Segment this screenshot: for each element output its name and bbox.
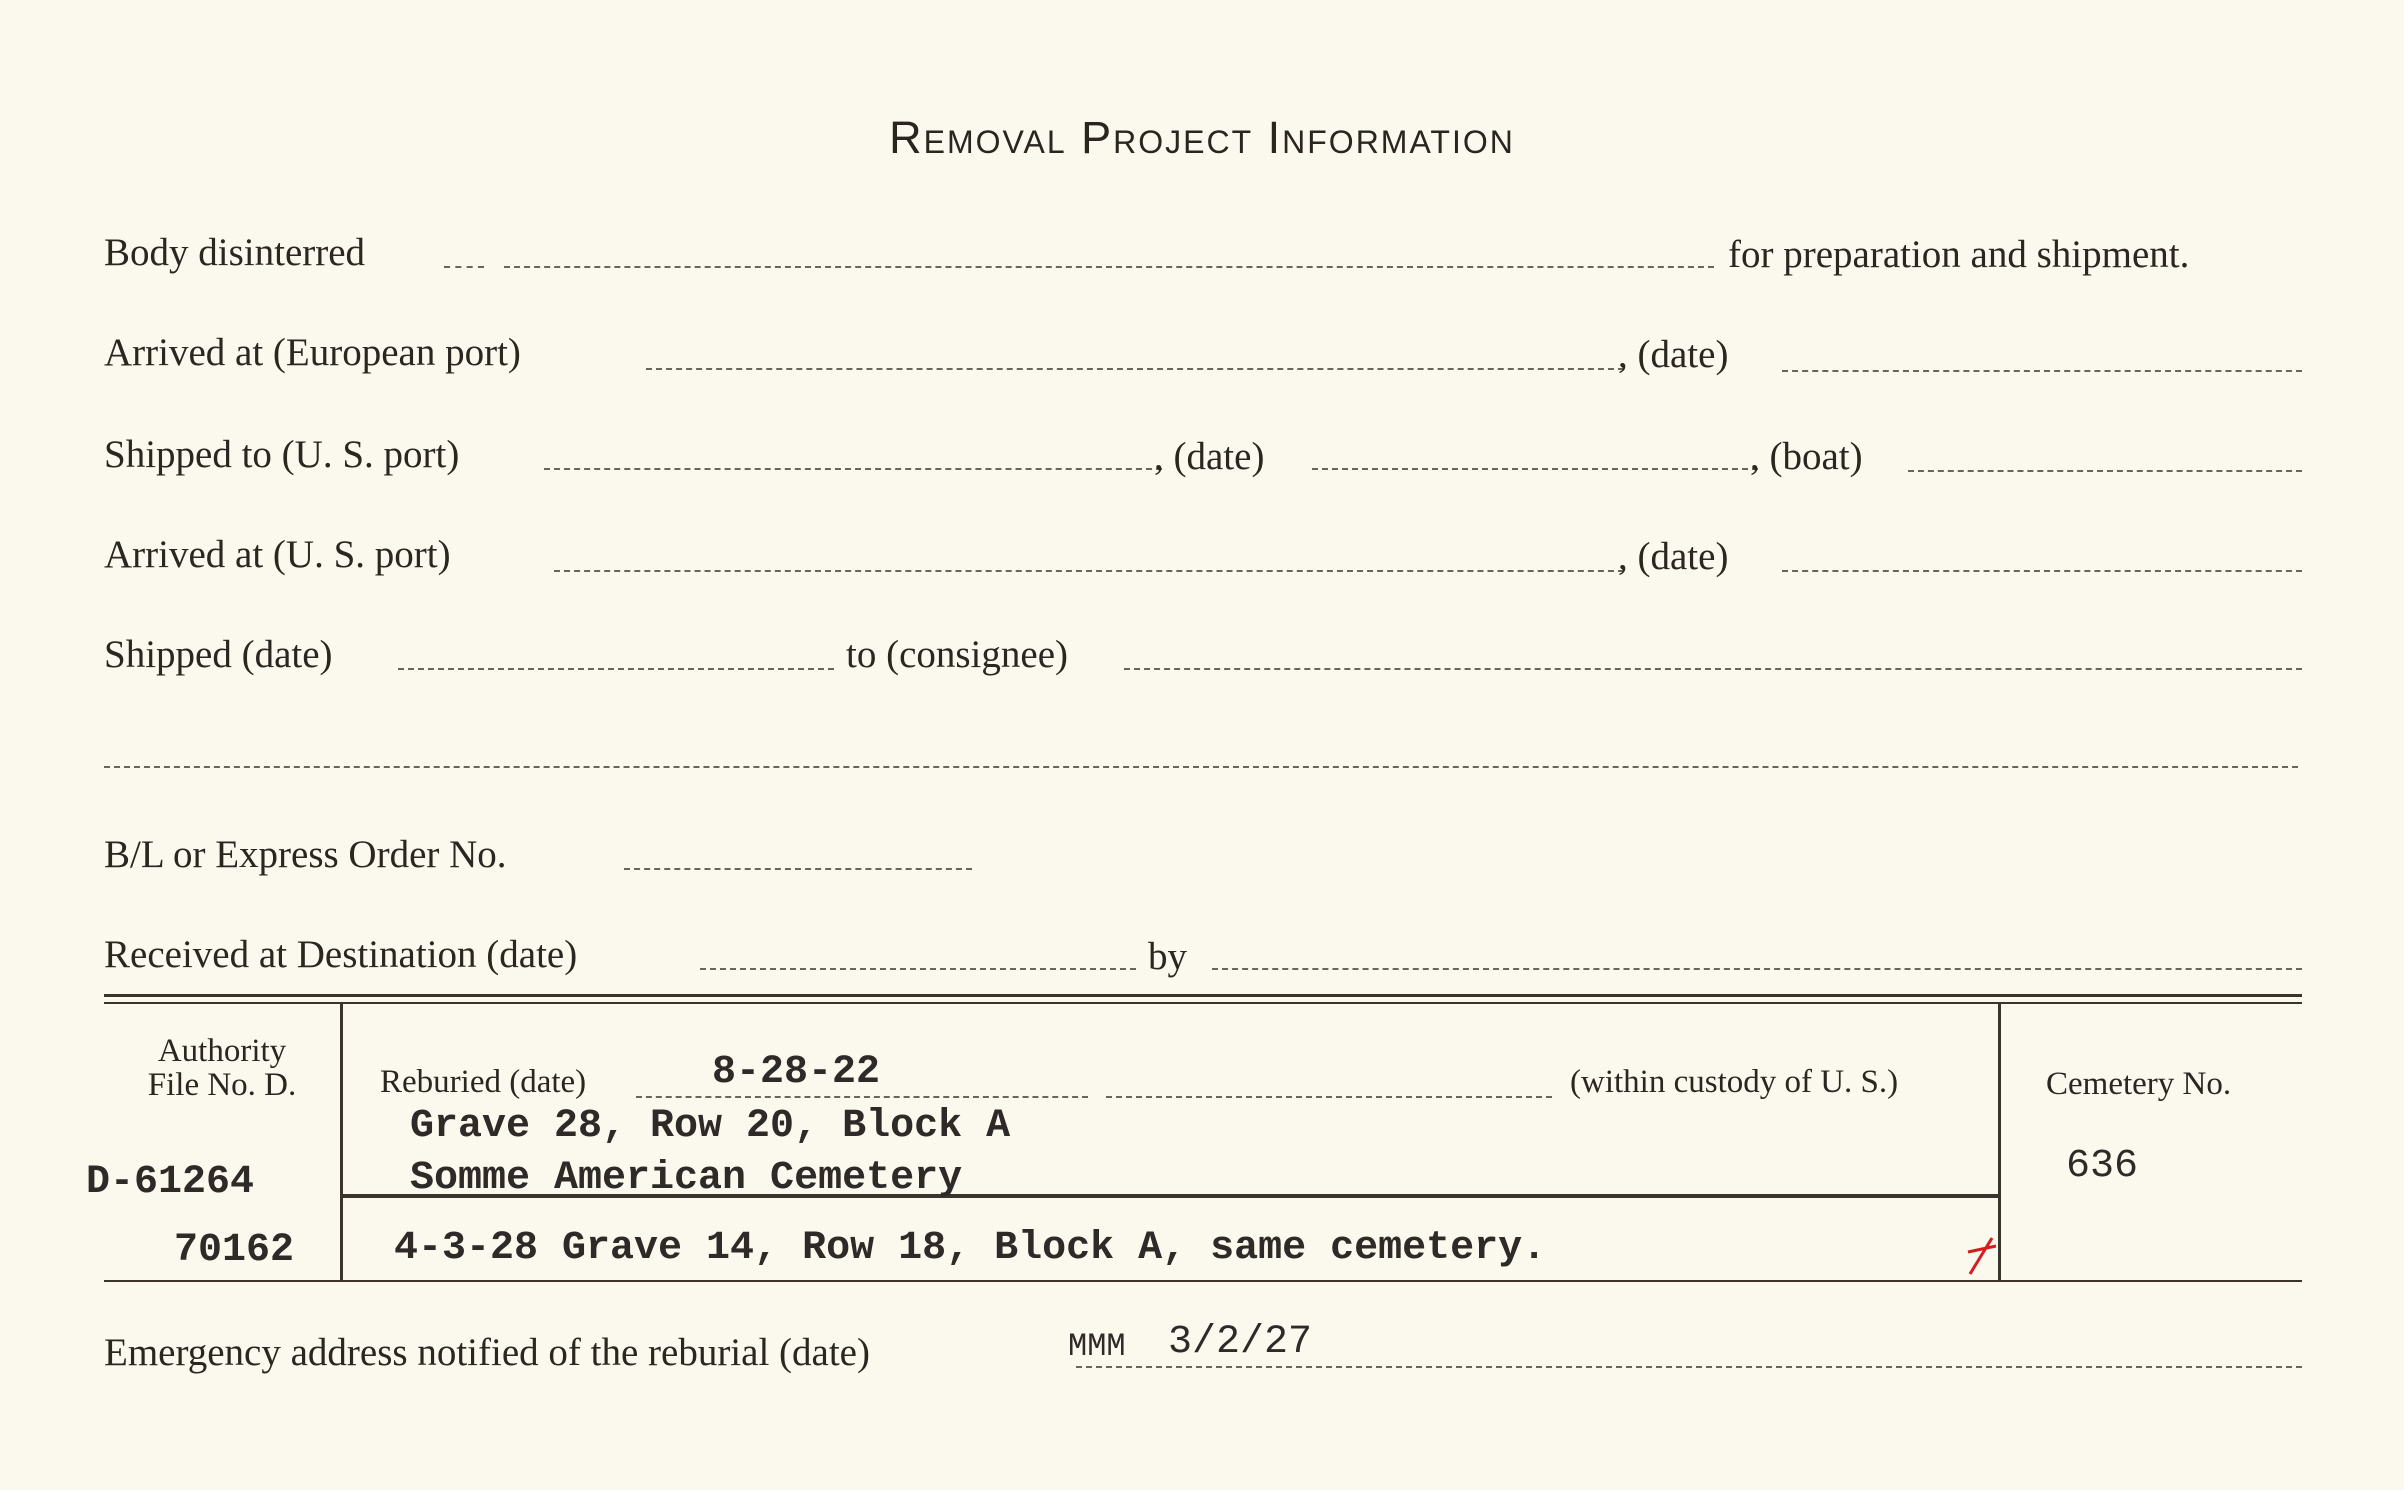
bl-order-field[interactable] [624,868,972,870]
for-preparation-label: for preparation and shipment. [1728,233,2190,276]
arrived-us-date-field[interactable] [1782,570,2302,572]
received-by-field[interactable] [1212,968,2302,970]
grave-location-line-2: Somme American Cemetery [410,1156,963,1201]
authority-label: Authority File No. D. [147,1033,297,1103]
reburied-date: 8-28-22 [712,1050,881,1095]
received-label: Received at Destination (date) [104,933,578,976]
date-label-1: , (date) [1618,333,1729,376]
cemetery-number: 636 [2066,1144,2139,1189]
emergency-label: Emergency address notified of the reburial (date) [104,1331,870,1374]
file-number-2: 70162 [174,1228,295,1273]
date-label-2: , (date) [1154,435,1265,478]
boat-label: , (boat) [1750,435,1863,478]
file-number-1: D-61264 [86,1160,255,1205]
consignee-continuation-field[interactable] [104,766,2298,768]
emergency-date-field[interactable] [1076,1366,2302,1368]
body-disinterred-field[interactable] [444,266,484,268]
reburied-date-field[interactable] [636,1096,1088,1098]
table-divider-left [340,1004,343,1282]
emergency-initials: MMM [1068,1328,1126,1365]
custody-label: (within custody of U. S.) [1570,1064,1899,1100]
table-top-rule [104,994,2302,997]
arrived-european-label: Arrived at (European port) [104,331,521,374]
received-date-field[interactable] [700,968,1136,970]
shipped-to-label: Shipped to (U. S. port) [104,433,460,476]
bl-order-label: B/L or Express Order No. [104,833,507,876]
body-disinterred-field-2[interactable] [504,266,1714,268]
boat-field[interactable] [1908,470,2302,472]
arrived-us-label: Arrived at (U. S. port) [104,533,451,576]
shipped-date-field[interactable] [1312,468,1758,470]
table-top-rule-2 [104,1002,2302,1004]
shipped-date-label: Shipped (date) [104,633,333,676]
consignee-field[interactable] [1124,668,2302,670]
european-date-field[interactable] [1782,370,2302,372]
by-label: by [1148,935,1187,978]
date-label-3: , (date) [1618,535,1729,578]
shipped-date-input[interactable] [398,668,834,670]
european-port-field[interactable] [646,368,1624,370]
us-port-field[interactable] [544,468,1162,470]
cemetery-label: Cemetery No. [2046,1066,2232,1102]
arrived-us-port-field[interactable] [554,570,1624,572]
card-title: Removal Project Information [889,112,1515,163]
to-consignee-label: to (consignee) [846,633,1069,676]
reburied-place-field[interactable] [1106,1096,1552,1098]
second-reburial-entry: 4-3-28 Grave 14, Row 18, Block A, same cemetery. [394,1226,1547,1271]
body-disinterred-label: Body disinterred [104,231,366,274]
reburied-label: Reburied (date) [380,1064,587,1100]
grave-location-line-1: Grave 28, Row 20, Block A [410,1104,1011,1149]
emergency-date: 3/2/27 [1168,1320,1313,1365]
red-check-mark [1966,1232,2000,1280]
table-bottom-rule [104,1280,2302,1282]
